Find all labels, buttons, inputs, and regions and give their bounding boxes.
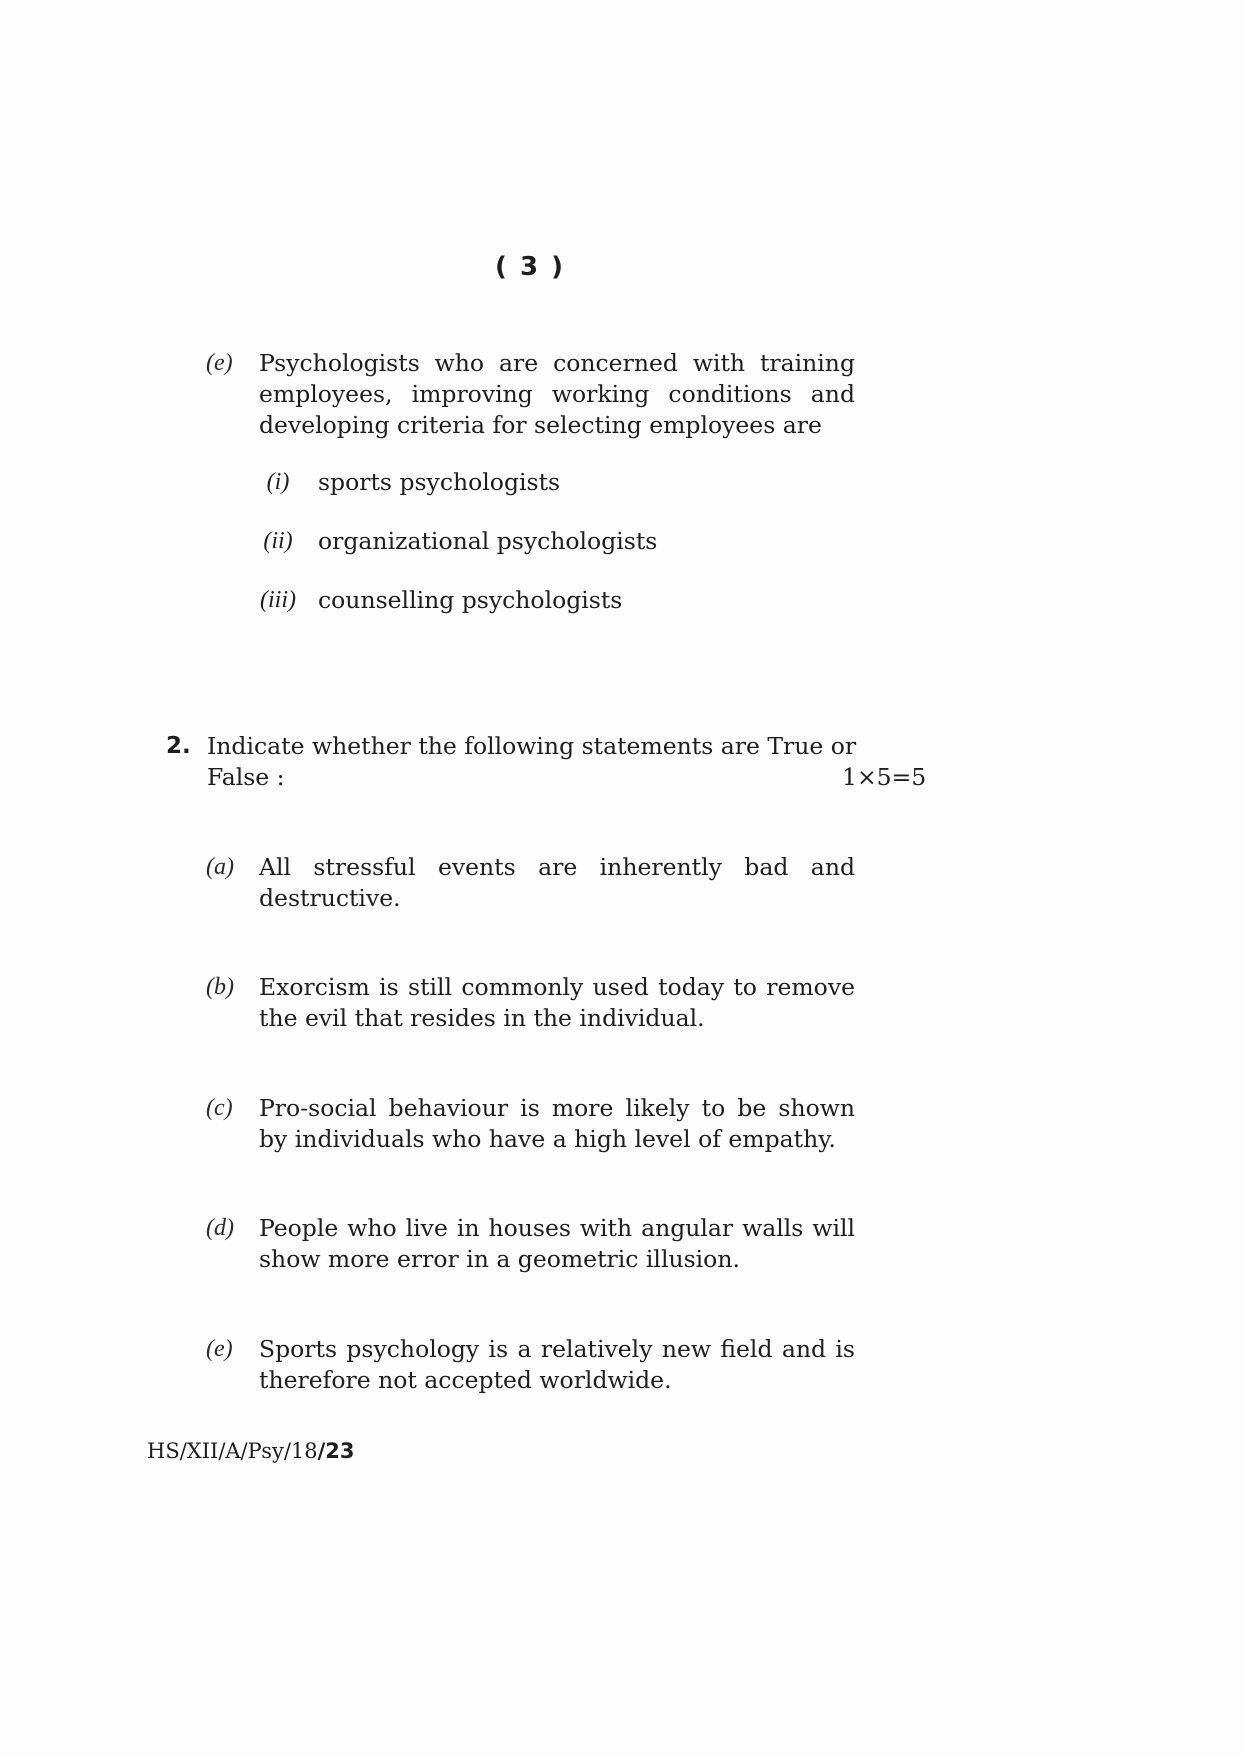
item-label-d: (d) (206, 1215, 234, 1241)
statement-d: People who live in houses with angular walls will show more error in a geometric illusion. (259, 1214, 855, 1273)
item-label-a: (a) (206, 854, 234, 880)
item-label-c: (c) (206, 1095, 233, 1121)
footer-paper-code (147, 1437, 355, 1465)
statement-e: Sports psychology is a relatively new field and is therefore not accepted worldwide. (259, 1335, 855, 1394)
footer-code: HS/XII/A/Psy/18 (147, 1439, 318, 1463)
question-2-line-1: Indicate whether the following statements are True or (207, 732, 857, 760)
item-label-b: (b) (206, 974, 234, 1000)
statement-a: All stressful events are inherently bad and destructive. (259, 853, 855, 912)
item-label-e: (e) (206, 1336, 233, 1362)
item-label-q1e: (e) (206, 350, 233, 376)
statement-c: Pro-social behaviour is more likely to be shown by individuals who have a high level of empathy. (259, 1094, 855, 1153)
option-label-i: (i) (266, 469, 290, 495)
option-text-iii: counselling psychologists (318, 586, 623, 614)
question-number-2: 2. (166, 733, 191, 759)
footer-page-count: /23 (317, 1439, 355, 1463)
question-text-q1e: Psychologists who are concerned with training employees, improving working conditions and developing criteria for selecting employees are (259, 349, 855, 439)
page-number: ( 3 ) (495, 252, 565, 282)
statement-b: Exorcism is still commonly used today to remove the evil that resides in the individual. (259, 973, 855, 1032)
option-text-i: sports psychologists (318, 468, 561, 496)
option-text-ii: organizational psychologists (318, 527, 658, 555)
option-label-ii: (ii) (263, 528, 293, 554)
marks-allocation: 1×5=5 (842, 763, 927, 791)
question-2-line-2: False : (207, 763, 285, 791)
option-label-iii: (iii) (260, 587, 296, 613)
